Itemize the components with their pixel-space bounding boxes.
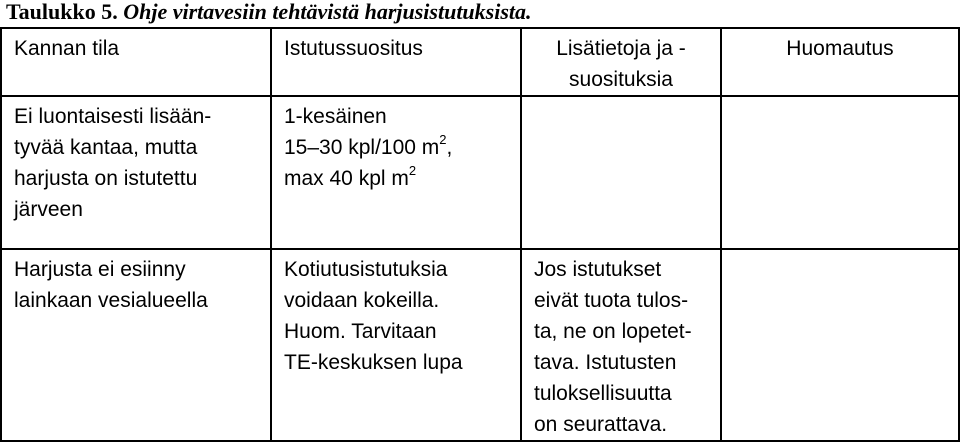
cell-line: harjusta on istutettu (14, 167, 198, 190)
cell-note (721, 249, 959, 441)
cell-state (1, 96, 271, 249)
cell-recommendation (271, 249, 521, 441)
cell-line: max 40 kpl $m^2$ (284, 163, 417, 190)
cell-line: Kotiutusistutuksia (284, 258, 448, 281)
cell-line: tyvää kantaa, mutta (14, 136, 198, 159)
cell-line: lainkaan vesialueella (14, 289, 208, 312)
cell-line: Ei luontaisesti lisään- (14, 105, 212, 128)
cell-line: järveen (14, 198, 83, 221)
cell-line: voidaan kokeilla. (284, 289, 440, 312)
table-row (1, 96, 959, 249)
cell-line: 1-kesäinen (284, 105, 387, 128)
header-istutussuositus: Istutussuositus (271, 28, 521, 96)
header-kannan-tila: Kannan tila (1, 28, 271, 96)
cell-line: TE-keskuksen lupa (284, 351, 463, 374)
cell-line: ta, ne on lopetet- (534, 320, 692, 343)
cell-note (721, 96, 959, 249)
cell-line: 15–30 kpl/100 $m^2$, (284, 132, 453, 159)
table-label: Taulukko 5. (6, 0, 118, 24)
cell-line: Harjusta ei esiinny (14, 258, 186, 281)
table-caption (6, 0, 532, 24)
cell-line: Jos istutukset (534, 258, 662, 281)
cell-line: eivät tuota tulos- (534, 289, 689, 312)
cell-state (1, 249, 271, 441)
cell-line: tuloksellisuutta (534, 382, 672, 405)
recommendation-table (0, 27, 960, 442)
table-title: Ohje virtavesiin tehtävistä harjusistutuksista. (123, 0, 532, 24)
cell-line: tava. Istutusten (534, 351, 677, 374)
header-row (1, 28, 959, 96)
table-row (1, 249, 959, 441)
cell-line: Huom. Tarvitaan (284, 320, 437, 343)
cell-info (521, 96, 721, 249)
header-huomautus: Huomautus (721, 28, 959, 96)
cell-info (521, 249, 721, 441)
cell-recommendation (271, 96, 521, 249)
header-lisatietoja: Lisätietoja ja - suosituksia (521, 28, 721, 96)
cell-line: on seurattava. (534, 413, 668, 436)
